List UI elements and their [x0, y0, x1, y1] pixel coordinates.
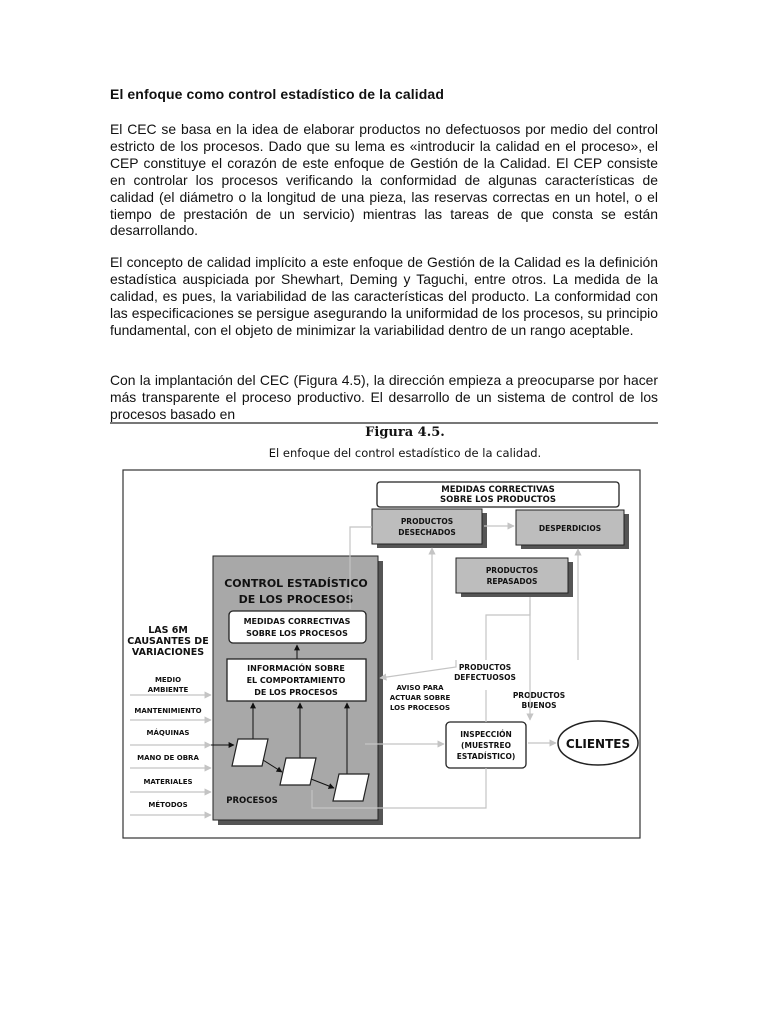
- m-mano-de-obra: MANO DE OBRA: [137, 754, 199, 762]
- m-metodos: MÉTODOS: [148, 801, 188, 809]
- correctivas-procesos-l2: SOBRE LOS PROCESOS: [246, 629, 348, 638]
- m-maquinas: MÁQUINAS: [146, 729, 190, 737]
- procesos-label: PROCESOS: [226, 796, 278, 806]
- figure-number: Figura 4.5.: [365, 425, 445, 440]
- correctivas-procesos-l1: MEDIDAS CORRECTIVAS: [243, 617, 351, 626]
- desechados-l2: DESECHADOS: [398, 528, 456, 537]
- defectuosos-l2: DEFECTUOSOS: [454, 673, 516, 682]
- correctivas-productos-l2: SOBRE LOS PRODUCTOS: [440, 495, 556, 505]
- informacion-l2: EL COMPORTAMIENTO: [246, 676, 346, 685]
- inspeccion-l2: (MUESTREO: [461, 741, 511, 750]
- m-medio-l2: AMBIENTE: [147, 686, 189, 694]
- paragraph-2: El concepto de calidad implícito a este enfoque de Gestión de la Calidad es la definición estadística auspiciada por Shewhart, Deming y Taguchi, entre otros. La medida de la calidad, es pues, la variabilidad de las características del producto. La conformidad con las especificaciones se persigue asegurando la uniformidad de los procesos, su principio fundamental, con el objeto de minimizar la variabilidad dentro de un rango aceptable.: [110, 254, 658, 338]
- inspeccion-l3: ESTADÍSTICO): [456, 752, 516, 761]
- process-step-3: [333, 774, 369, 801]
- defectuosos-l1: PRODUCTOS: [458, 663, 512, 672]
- cep-title-l1: CONTROL ESTADÍSTICO: [224, 577, 368, 590]
- informacion-l3: DE LOS PROCESOS: [254, 688, 338, 697]
- m-mantenimiento: MANTENIMIENTO: [134, 707, 202, 715]
- process-step-2: [280, 758, 316, 785]
- paragraph-3: Con la implantación del CEC (Figura 4.5), la dirección empieza a preocuparse por hacer más transparente el proceso productivo. El desarrollo de un sistema de control de los procesos basado en: [110, 372, 658, 422]
- inspeccion-l1: INSPECCIÓN: [460, 730, 512, 739]
- m-materiales: MATERIALES: [143, 778, 193, 786]
- seis-m-title-l1: LAS 6M: [148, 625, 188, 636]
- correctivas-productos-l1: MEDIDAS CORRECTIVAS: [441, 485, 555, 495]
- process-step-1: [232, 739, 268, 766]
- desechados-l1: PRODUCTOS: [400, 517, 454, 526]
- cep-title-l2: DE LOS PROCESOS: [238, 593, 354, 606]
- repasados-l2: REPASADOS: [486, 577, 538, 586]
- m-medio-l1: MEDIO: [154, 676, 182, 684]
- buenos-l1: PRODUCTOS: [512, 691, 566, 700]
- aviso-l1: AVISO PARA: [396, 684, 444, 692]
- correctivas-procesos-box: [229, 611, 366, 643]
- seis-m-title-l2: CAUSANTES DE: [127, 636, 209, 647]
- buenos-l2: BUENOS: [521, 701, 557, 710]
- aviso-l2: ACTUAR SOBRE: [389, 694, 451, 702]
- informacion-l1: INFORMACIÓN SOBRE: [247, 664, 345, 673]
- section-heading: El enfoque como control estadístico de la calidad: [110, 86, 444, 102]
- figure-caption: El enfoque del control estadístico de la calidad.: [268, 446, 542, 460]
- repasados-l1: PRODUCTOS: [485, 566, 539, 575]
- desperdicios-label: DESPERDICIOS: [538, 524, 602, 533]
- productos-desechados-box: [372, 509, 482, 544]
- seis-m-title-l3: VARIACIONES: [131, 647, 205, 658]
- paragraph-1: El CEC se basa en la idea de elaborar productos no defectuosos por medio del control estricto de los procesos. Dado que su lema es «introducir la calidad en el proceso», el CEP constituye el corazón de este enfoque de Gestión de la Calidad. El CEP consiste en controlar los procesos verificando la conformidad de algunas características de calidad (el diámetro o la longitud de una pieza, las reservas correctas en un hotel, o el tiempo de prestación de un servicio) mientras las tareas de que consta se están desarrollando.: [110, 121, 658, 239]
- productos-repasados-box: [456, 558, 568, 593]
- clientes-label: CLIENTES: [565, 737, 631, 751]
- aviso-l3: LOS PROCESOS: [389, 704, 451, 712]
